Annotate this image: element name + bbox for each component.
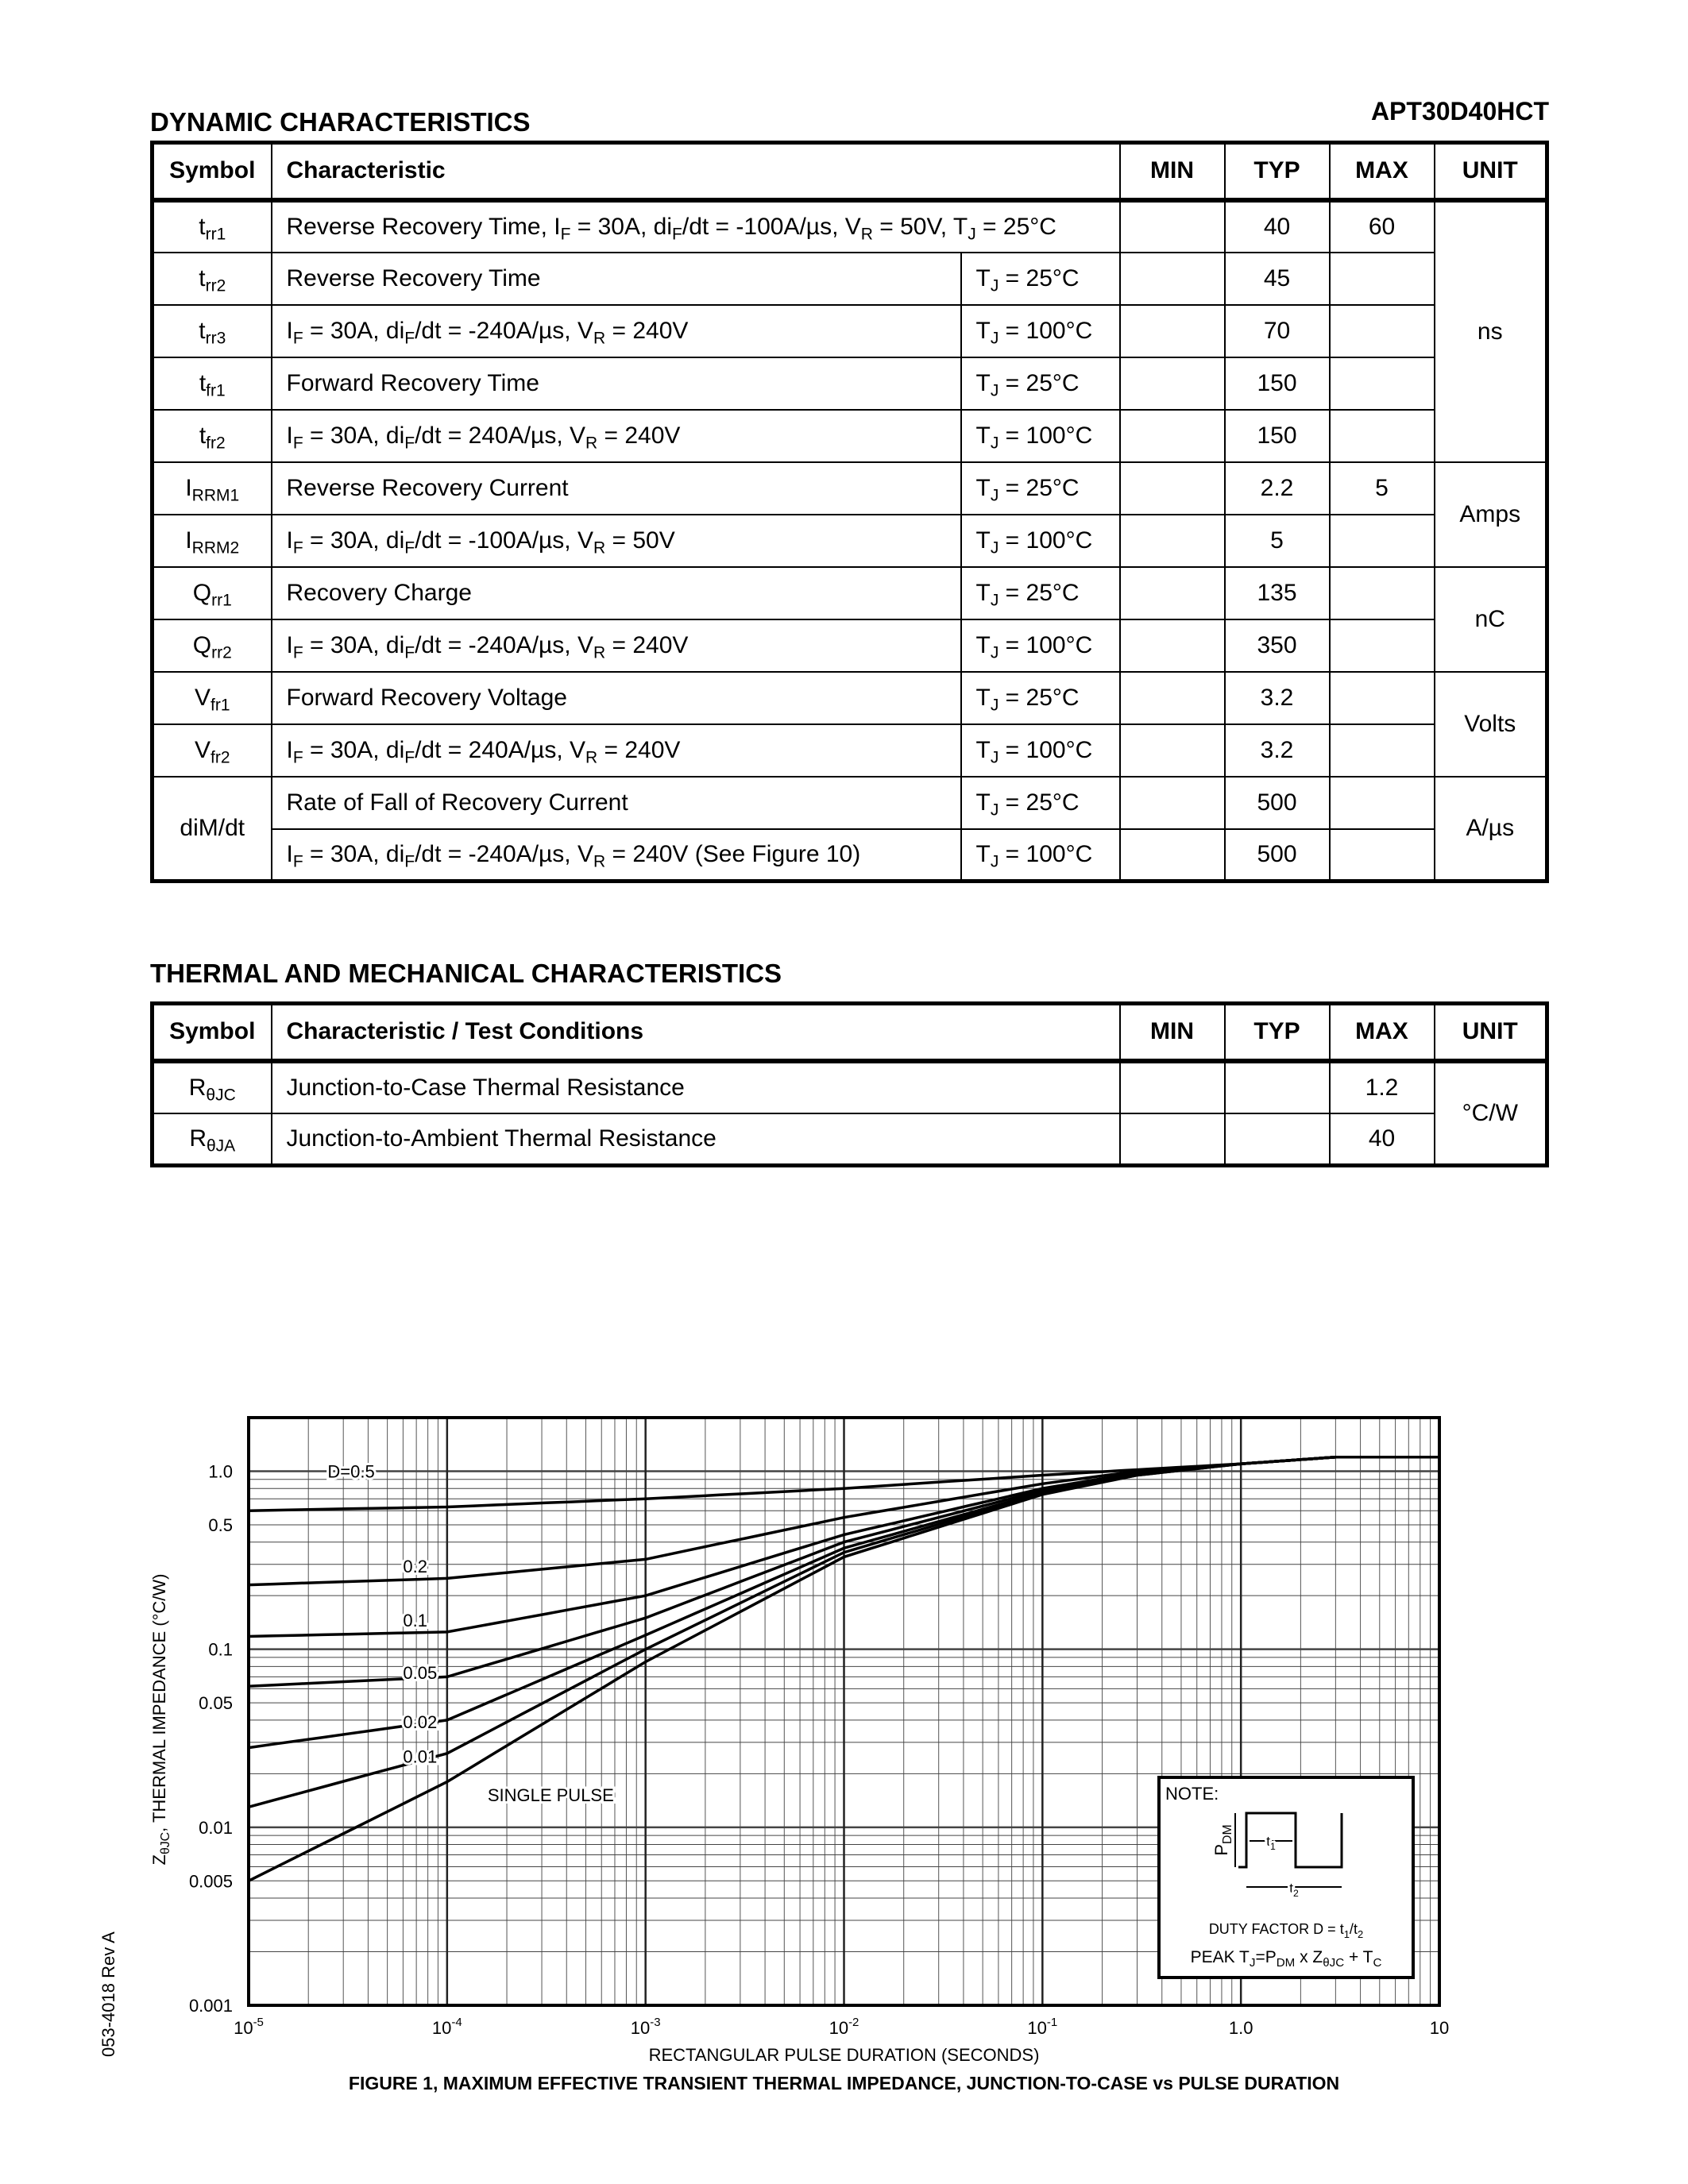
- part-number: APT30D40HCT: [1370, 97, 1549, 125]
- min-cell: [1120, 305, 1225, 357]
- typ-cell: 45: [1225, 253, 1330, 305]
- symbol-cell: $t_{rr1}$: [153, 200, 272, 253]
- condition-cell: $T_J = 25^\circ C$: [961, 672, 1120, 724]
- symbol-cell: $t_{fr2}$: [153, 410, 272, 462]
- condition-cell: $T_J = 25^\circ C$: [961, 253, 1120, 305]
- table-header-row: [153, 1004, 1547, 1061]
- typ-cell: [1225, 1113, 1330, 1166]
- condition-cell: $T_J = 100^\circ C$: [961, 410, 1120, 462]
- condition-cell: $T_J = 25^\circ C$: [961, 462, 1120, 515]
- y-tick-label: 0.5: [208, 1515, 233, 1535]
- typ-cell: 150: [1225, 410, 1330, 462]
- header-typ: TYP: [1225, 143, 1330, 200]
- pdm-label: $P_{DM}$: [1211, 1824, 1234, 1856]
- characteristic-cell: $I_F = 30A$, $di_F/dt = -240A/\mu s$, $V_R = 240V$: [272, 619, 961, 672]
- symbol-cell: $V_{fr2}$: [153, 724, 272, 777]
- symbol-cell: $I_{RRM2}$: [153, 515, 272, 567]
- characteristic-cell: Reverse Recovery Current: [272, 462, 961, 515]
- condition-cell: $T_J = 100^\circ C$: [961, 515, 1120, 567]
- header-characteristic: Characteristic / Test Conditions: [272, 1004, 1120, 1061]
- characteristic-cell: Reverse Recovery Time, $I_F = 30A$, $di_F/dt = -100A/\mu s$, $V_R = 50V$, $T_J = 25^\circ C$: [272, 200, 1120, 253]
- min-cell: [1120, 672, 1225, 724]
- characteristic-cell: $I_F = 30A$, $di_F/dt = 240A/\mu s$, $V_R = 240V$: [272, 410, 961, 462]
- thermal-impedance-chart: [135, 1406, 1485, 2105]
- x-tick-label: 1.0: [1228, 2018, 1253, 2038]
- min-cell: [1120, 200, 1225, 253]
- min-cell: [1120, 357, 1225, 410]
- y-tick-label: 0.01: [199, 1817, 233, 1838]
- typ-cell: [1225, 1061, 1330, 1113]
- table-row: [153, 1061, 1547, 1113]
- max-cell: [1330, 410, 1435, 462]
- unit-cell: A/µs: [1435, 777, 1547, 882]
- condition-cell: $T_J = 100^\circ C$: [961, 829, 1120, 882]
- condition-cell: $T_J = 25^\circ C$: [961, 567, 1120, 619]
- y-tick-label: 1.0: [208, 1461, 233, 1482]
- header-unit: UNIT: [1435, 143, 1547, 200]
- x-tick-label: $10^{-1}$: [1027, 2016, 1058, 2038]
- t2-label: $t_2$: [1289, 1881, 1299, 1899]
- max-cell: 1.2: [1330, 1061, 1435, 1113]
- table-row: [153, 357, 1547, 410]
- duty-factor-text: DUTY FACTOR $D = t_1/t_2$: [1208, 1921, 1364, 1940]
- max-cell: 40: [1330, 1113, 1435, 1166]
- typ-cell: 135: [1225, 567, 1330, 619]
- y-tick-label: 0.1: [208, 1639, 233, 1660]
- characteristic-cell: Forward Recovery Time: [272, 357, 961, 410]
- min-cell: [1120, 829, 1225, 882]
- characteristic-cell: Recovery Charge: [272, 567, 961, 619]
- max-cell: 60: [1330, 200, 1435, 253]
- characteristic-cell: Rate of Fall of Recovery Current: [272, 777, 961, 829]
- series-label: 0.01: [403, 1746, 438, 1767]
- condition-cell: $T_J = 100^\circ C$: [961, 305, 1120, 357]
- max-cell: [1330, 357, 1435, 410]
- max-cell: [1330, 829, 1435, 882]
- typ-cell: 2.2: [1225, 462, 1330, 515]
- symbol-cell: $Q_{rr2}$: [153, 619, 272, 672]
- max-cell: [1330, 724, 1435, 777]
- y-axis-label: $Z_{\theta JC}$, THERMAL IMPEDANCE (°C/W): [149, 1573, 172, 1866]
- characteristic-cell: Junction-to-Ambient Thermal Resistance: [272, 1113, 1120, 1166]
- min-cell: [1120, 619, 1225, 672]
- min-cell: [1120, 515, 1225, 567]
- header-characteristic: Characteristic: [272, 143, 1120, 200]
- characteristic-cell: $I_F = 30A$, $di_F/dt = -240A/\mu s$, $V_R = 240V$ (See Figure 10): [272, 829, 961, 882]
- min-cell: [1120, 462, 1225, 515]
- max-cell: [1330, 672, 1435, 724]
- symbol-cell: $I_{RRM1}$: [153, 462, 272, 515]
- condition-cell: $T_J = 25^\circ C$: [961, 357, 1120, 410]
- header-min: MIN: [1120, 1004, 1225, 1061]
- min-cell: [1120, 777, 1225, 829]
- max-cell: [1330, 305, 1435, 357]
- header-min: MIN: [1120, 143, 1225, 200]
- dynamic-characteristics-table: [150, 141, 1549, 883]
- header-typ: TYP: [1225, 1004, 1330, 1061]
- min-cell: [1120, 1113, 1225, 1166]
- table-header-row: [153, 143, 1547, 200]
- table-row: [153, 410, 1547, 462]
- header-max: MAX: [1330, 143, 1435, 200]
- series-label: SINGLE PULSE: [487, 1785, 614, 1806]
- t1-label: $t_1$: [1266, 1834, 1276, 1852]
- typ-cell: 3.2: [1225, 672, 1330, 724]
- x-tick-label: $10^{-3}$: [630, 2016, 661, 2038]
- table-row: [153, 829, 1547, 882]
- characteristic-cell: $I_F = 30A$, $di_F/dt = -100A/\mu s$, $V_R = 50V$: [272, 515, 961, 567]
- table-row: [153, 515, 1547, 567]
- symbol-cell: $t_{rr3}$: [153, 305, 272, 357]
- max-cell: [1330, 777, 1435, 829]
- series-label: 0.2: [403, 1556, 428, 1576]
- y-tick-label: 0.001: [188, 1996, 233, 2016]
- min-cell: [1120, 1061, 1225, 1113]
- typ-cell: 40: [1225, 200, 1330, 253]
- header-unit: UNIT: [1435, 1004, 1547, 1061]
- symbol-cell: $R_{\theta JC}$: [153, 1061, 272, 1113]
- typ-cell: 350: [1225, 619, 1330, 672]
- x-tick-label: $10^{-4}$: [431, 2016, 462, 2038]
- typ-cell: 500: [1225, 829, 1330, 882]
- characteristic-cell: Reverse Recovery Time: [272, 253, 961, 305]
- typ-cell: 5: [1225, 515, 1330, 567]
- thermal-characteristics-table: [150, 1001, 1549, 1167]
- unit-cell: Volts: [1435, 672, 1547, 777]
- table-row: [153, 305, 1547, 357]
- condition-cell: $T_J = 100^\circ C$: [961, 724, 1120, 777]
- symbol-cell: $R_{\theta JA}$: [153, 1113, 272, 1166]
- table-row: [153, 672, 1547, 724]
- min-cell: [1120, 724, 1225, 777]
- max-cell: [1330, 567, 1435, 619]
- series-label: 0.1: [403, 1611, 428, 1631]
- condition-cell: $T_J = 100^\circ C$: [961, 619, 1120, 672]
- unit-cell: ns: [1435, 200, 1547, 462]
- characteristic-cell: $I_F = 30A$, $di_F/dt = -240A/\mu s$, $V_R = 240V$: [272, 305, 961, 357]
- symbol-cell: $V_{fr1}$: [153, 672, 272, 724]
- table-row: [153, 567, 1547, 619]
- table-row: [153, 253, 1547, 305]
- condition-cell: $T_J = 25^\circ C$: [961, 777, 1120, 829]
- y-tick-label: 0.005: [188, 1871, 233, 1892]
- header-symbol: Symbol: [153, 1004, 272, 1061]
- y-tick-label: 0.05: [199, 1693, 233, 1714]
- thermal-section-title: THERMAL AND MECHANICAL CHARACTERISTICS: [150, 959, 782, 988]
- characteristic-cell: Junction-to-Case Thermal Resistance: [272, 1061, 1120, 1113]
- typ-cell: 150: [1225, 357, 1330, 410]
- typ-cell: 70: [1225, 305, 1330, 357]
- table-row: [153, 462, 1547, 515]
- x-axis-label: RECTANGULAR PULSE DURATION (SECONDS): [648, 2045, 1040, 2065]
- unit-cell: °C/W: [1435, 1061, 1547, 1166]
- symbol-cell: diM/dt: [153, 777, 272, 882]
- series-label: 0.02: [403, 1712, 438, 1733]
- max-cell: 5: [1330, 462, 1435, 515]
- symbol-cell: $t_{rr2}$: [153, 253, 272, 305]
- characteristic-cell: Forward Recovery Voltage: [272, 672, 961, 724]
- typ-cell: 3.2: [1225, 724, 1330, 777]
- figure-title: FIGURE 1, MAXIMUM EFFECTIVE TRANSIENT THERMAL IMPEDANCE, JUNCTION-TO-CASE vs PULSE DURATION: [348, 2073, 1340, 2093]
- unit-cell: nC: [1435, 567, 1547, 672]
- symbol-cell: $t_{fr1}$: [153, 357, 272, 410]
- document-number: 053-4018 Rev A: [98, 1931, 118, 2057]
- table-row: [153, 777, 1547, 829]
- header-symbol: Symbol: [153, 143, 272, 200]
- max-cell: [1330, 619, 1435, 672]
- series-label: D=0.5: [327, 1461, 375, 1482]
- x-tick-label: $10^{-2}$: [829, 2016, 859, 2038]
- max-cell: [1330, 515, 1435, 567]
- min-cell: [1120, 410, 1225, 462]
- table-row: [153, 619, 1547, 672]
- table-row: [153, 724, 1547, 777]
- header-max: MAX: [1330, 1004, 1435, 1061]
- dynamic-section-title: DYNAMIC CHARACTERISTICS: [150, 107, 531, 137]
- min-cell: [1120, 567, 1225, 619]
- x-tick-label: $10^{-5}$: [234, 2016, 264, 2038]
- x-tick-label: 10: [1429, 2018, 1450, 2038]
- note-title: NOTE:: [1165, 1784, 1219, 1804]
- peak-formula-text: PEAK $T_J=P_{DM}$ x $Z_{\theta JC} + T_C$: [1190, 1948, 1382, 1970]
- unit-cell: Amps: [1435, 462, 1547, 567]
- typ-cell: 500: [1225, 777, 1330, 829]
- table-row: [153, 200, 1547, 253]
- series-label: 0.05: [403, 1663, 438, 1684]
- symbol-cell: $Q_{rr1}$: [153, 567, 272, 619]
- max-cell: [1330, 253, 1435, 305]
- min-cell: [1120, 253, 1225, 305]
- table-row: [153, 1113, 1547, 1166]
- characteristic-cell: $I_F = 30A$, $di_F/dt = 240A/\mu s$, $V_R = 240V$: [272, 724, 961, 777]
